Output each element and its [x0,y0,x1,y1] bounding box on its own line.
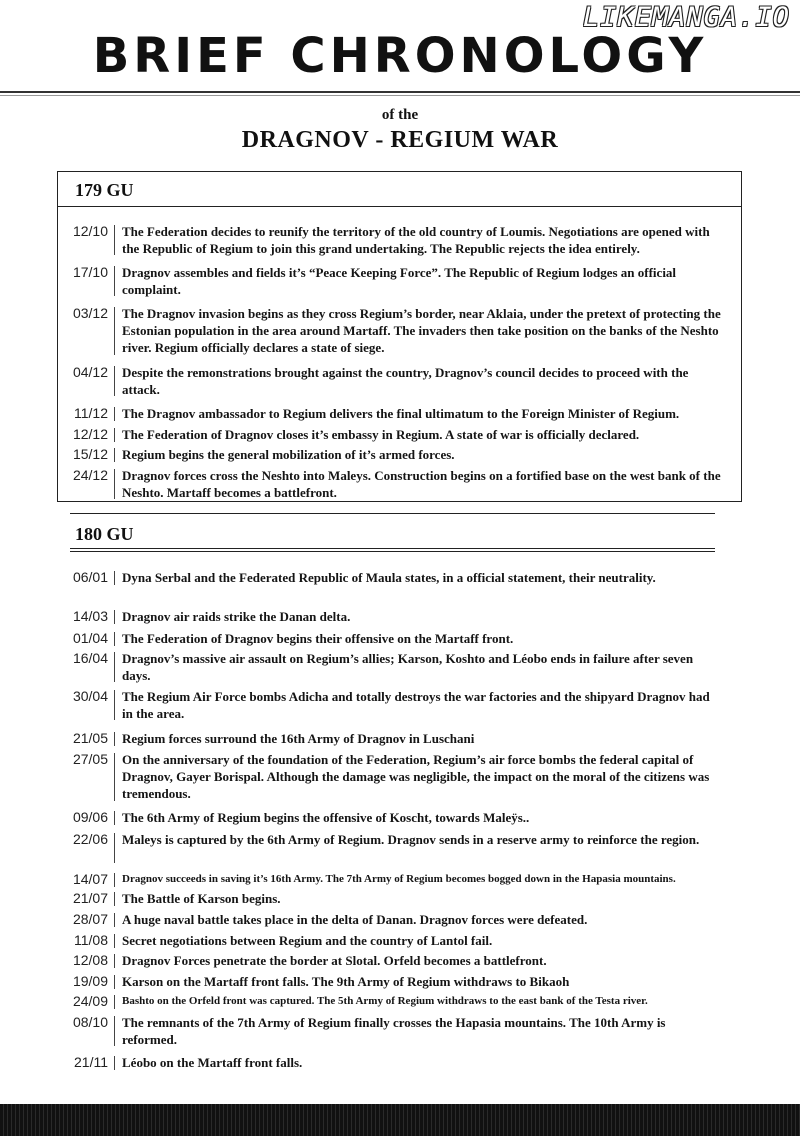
entry-divider [114,266,115,296]
entry-date: 21/05 [72,730,108,746]
entry-date: 12/10 [72,223,108,239]
entry-text: The Regium Air Force bombs Adicha and totally destroys the war factories and the shipyard Dragnov had in the area. [122,689,710,721]
entry-divider [114,652,115,682]
entry-text: Regium forces surround the 16th Army of Dragnov in Luschani [122,731,475,746]
entry-divider [114,753,115,801]
entry-text: Secret negotiations between Regium and the country of Lantol fail. [122,933,493,948]
entry-date: 21/07 [72,890,108,906]
war-title: DRAGNOV - REGIUM WAR [241,127,559,153]
entry-date: 01/04 [72,630,108,646]
entry-date: 08/10 [72,1014,108,1030]
entry-date: 21/11 [74,1054,108,1070]
entry-date: 11/12 [74,405,108,421]
entry-divider [114,632,115,646]
entry-text: The Dragnov ambassador to Regium delivers the final ultimatum to the Foreign Minister of Regium. [122,406,680,421]
entry-divider [114,934,115,948]
section-divider [70,513,715,514]
entry-date: 12/12 [72,426,108,442]
entry-text: Maleys is captured by the 6th Army of Regium. Dragnov sends in a reserve army to reinforce the region. [122,832,700,847]
entry-divider [114,954,115,968]
entry-text: Dragnov’s massive air assault on Regium’s allies; Karson, Koshto and Léobo ends in failure after seven days. [122,651,694,683]
entry-date: 19/09 [72,973,108,989]
entry-date: 15/12 [72,446,108,462]
year-heading-179: 179 GU [75,180,134,200]
entry-date: 03/12 [72,305,108,321]
entry-text: A huge naval battle takes place in the delta of Danan. Dragnov forces were defeated. [122,912,588,927]
entry-divider [114,571,115,585]
watermark: LIKEMANGA.IO [582,2,790,33]
entry-date: 28/07 [72,911,108,927]
entry-date: 12/08 [72,952,108,968]
entry-divider [114,690,115,720]
entry-date: 09/06 [72,809,108,825]
entry-date: 14/03 [72,608,108,624]
entry-divider [114,913,115,927]
entry-divider [114,428,115,442]
entry-divider [114,732,115,746]
entry-divider [114,307,115,355]
entry-text: The Battle of Karson begins. [122,891,281,906]
page-title: BRIEF CHRONOLOGY [92,28,708,84]
entry-text: On the anniversary of the foundation of the Federation, Regium’s air force bombs the federal capital of Dragnov, Gayer Borispal. Although the damage was negligible, the impact on the moral of the citizens was tremendous. [122,752,710,801]
entry-text: Bashto on the Orfeld front was captured. The 5th Army of Regium withdraws to the east bank of the Testa river. [122,995,648,1007]
year-divider-180 [70,548,715,552]
entry-text: Despite the remonstrations brought against the country, Dragnov’s council decides to proceed with the attack. [122,365,689,397]
year-heading-180: 180 GU [75,524,134,544]
entry-text: Regium begins the general mobilization of it’s armed forces. [122,447,455,462]
entry-date: 06/01 [72,569,108,585]
entry-text: The Federation decides to reunify the territory of the old country of Loumis. Negotiations are opened with the Republic of Regium to join this grand undertaking. The Republic rejects the idea entirely. [122,224,710,256]
entry-text: Karson on the Martaff front falls. The 9th Army of Regium withdraws to Bikaoh [122,974,570,989]
entry-divider [114,469,115,499]
entry-text: The Federation of Dragnov begins their offensive on the Martaff front. [122,631,514,646]
entry-divider [114,975,115,989]
subtitle: of the [381,107,419,123]
entry-divider [114,1016,115,1046]
entry-text: Dragnov air raids strike the Danan delta. [122,609,351,624]
entry-divider [114,873,115,887]
entry-divider [114,610,115,624]
entry-date: 27/05 [72,751,108,767]
year-divider-179 [57,206,742,207]
entry-divider [114,892,115,906]
entry-date: 14/07 [72,871,108,887]
entry-text: Dragnov Forces penetrate the border at Slotal. Orfeld becomes a battlefront. [122,953,547,968]
entry-date: 16/04 [72,650,108,666]
entry-text: Dragnov succeeds in saving it’s 16th Army. The 7th Army of Regium becomes bogged down in the Hapasia mountains. [122,873,676,885]
entry-text: The Federation of Dragnov closes it’s embassy in Regium. A state of war is officially declared. [122,427,640,442]
entry-divider [114,448,115,462]
entry-divider [114,225,115,255]
entry-text: Dragnov forces cross the Neshto into Maleys. Construction begins on a fortified base on the west bank of the Neshto. Martaff becomes a battlefront. [122,468,721,500]
entry-text: The remnants of the 7th Army of Regium finally crosses the Hapasia mountains. The 10th Army is reformed. [122,1015,666,1047]
entry-text: Dragnov assembles and fields it’s “Peace Keeping Force”. The Republic of Regium lodges an official complaint. [122,265,677,297]
entry-divider [114,366,115,396]
entry-text: Léobo on the Martaff front falls. [122,1055,303,1070]
entry-date: 22/06 [72,831,108,847]
entry-date: 04/12 [72,364,108,380]
entry-divider [114,811,115,825]
entry-date: 30/04 [72,688,108,704]
entry-date: 11/08 [74,932,108,948]
entry-divider [114,407,115,421]
entry-divider [114,995,115,1009]
entry-text: Dyna Serbal and the Federated Republic of Maula states, in a official statement, their neutrality. [122,570,656,585]
bottom-border-band [0,1104,800,1136]
entry-date: 17/10 [72,264,108,280]
entry-date: 24/09 [72,993,108,1009]
entry-text: The 6th Army of Regium begins the offensive of Koscht, towards Maleÿs.. [122,810,530,825]
entry-date: 24/12 [72,467,108,483]
title-divider [0,91,800,96]
entry-divider [114,833,115,863]
entry-text: The Dragnov invasion begins as they cross Regium’s border, near Aklaia, under the pretext of protecting the Estonian population in the area around Martaff. The invaders then take position on the banks of the Neshto river. Regium officially declares a state of siege. [122,306,721,355]
entry-divider [114,1056,115,1070]
